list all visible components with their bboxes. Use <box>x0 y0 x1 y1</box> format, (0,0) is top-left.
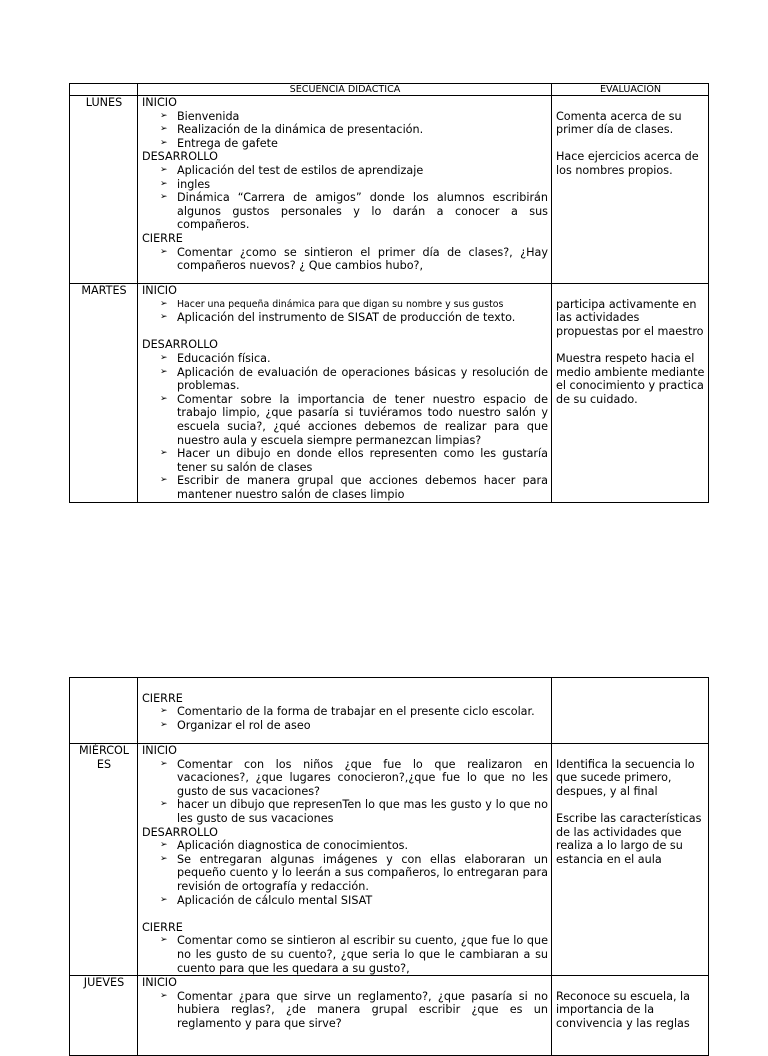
sequence-cell <box>138 96 552 284</box>
section-label: CIERRE <box>142 920 183 934</box>
evaluation-text: Escribe las características de las actividades que realiza a lo largo de su estancia en el aula <box>556 811 702 866</box>
list-item: ➢ Hacer una pequeña dinámica para que digan su nombre y sus gustos <box>160 298 548 312</box>
section-label: CIERRE <box>142 691 183 705</box>
list-item: ➢ Comentar ¿para que sirve un reglamento?, ¿que pasaría si no hubiera reglas?, ¿de manera grupal escribir ¿que es un reglamento y para que sirve? <box>160 990 548 1031</box>
row-lunes <box>70 96 709 284</box>
row-miercoles <box>70 744 709 976</box>
list-item: ➢ Entrega de gafete <box>160 137 548 151</box>
list-item: ➢ Aplicación del test de estilos de aprendizaje <box>160 164 548 178</box>
evaluation-cell <box>552 976 709 1056</box>
list-item: ➢ Se entregaran algunas imágenes y con ellas elaboraran un pequeño cuento y lo leerán a sus compañeros, lo entregaran para revisión de ortografía y redacción. <box>160 853 548 894</box>
section-label: DESARROLLO <box>142 338 218 352</box>
section-label: INICIO <box>142 744 177 757</box>
row-continuation <box>70 678 709 744</box>
evaluation-cell <box>552 284 709 503</box>
list-item: ➢ Aplicación de cálculo mental SISAT <box>160 894 548 908</box>
list-item: ➢ Aplicación del instrumento de SISAT de producción de texto. <box>160 311 548 325</box>
day-cell: MARTES <box>70 284 138 503</box>
section-label: DESARROLLO <box>142 825 218 839</box>
table-header-row <box>70 84 709 96</box>
section-label: INICIO <box>142 976 177 990</box>
list-item: ➢ Realización de la dinámica de presentación. <box>160 123 548 137</box>
list-item: ➢ Aplicación de evaluación de operaciones básicas y resolución de problemas. <box>160 366 548 393</box>
list-item: ➢ hacer un dibujo que represenTen lo que mas les gusto y lo que no les gusto de sus vacaciones <box>160 798 548 825</box>
section-label: DESARROLLO <box>142 150 218 164</box>
list-item: ➢ Escribir de manera grupal que acciones debemos hacer para mantener nuestro salón de clases limpio <box>160 474 548 501</box>
list-item: ➢ Comentar ¿como se sintieron el primer día de clases?, ¿Hay compañeros nuevos? ¿ Que cambios hubo?, <box>160 246 548 273</box>
evaluation-text: Reconoce su escuela, la importancia de la convivencia y las reglas <box>556 989 691 1030</box>
list-item: ➢ Comentar como se sintieron al escribir su cuento, ¿que fue lo que no les gusto de su cuento?, ¿que seria lo que le cambiaran a su cuento para que les quedara a su gusto?, <box>160 934 548 975</box>
evaluation-text: Muestra respeto hacia el medio ambiente mediante el conocimiento y practica de su cuidado. <box>556 351 705 406</box>
row-jueves <box>70 976 709 1056</box>
list-item: ➢ Aplicación diagnostica de conocimientos. <box>160 839 548 853</box>
day-cell: LUNES <box>70 96 138 284</box>
list-item: ➢ Educación física. <box>160 352 548 366</box>
list-item: ➢ Dinámica “Carrera de amigos” donde los alumnos escribirán algunos gustos personales y lo darán a conocer a sus compañeros. <box>160 191 548 232</box>
day-cell: JUEVES <box>70 976 138 1056</box>
sequence-cell <box>138 744 552 976</box>
sequence-cell <box>138 976 552 1056</box>
list-item: ➢ Bienvenida <box>160 110 548 124</box>
list-item: ➢ ingles <box>160 178 548 192</box>
sequence-cell <box>138 678 552 744</box>
list-item: ➢ Comentar con los niños ¿que fue lo que realizaron en vacaciones?, ¿que lugares conocieron?,¿que fue lo que no les gusto de sus vacaciones? <box>160 758 548 799</box>
lesson-plan-table-1 <box>69 83 709 503</box>
day-cell <box>70 678 138 744</box>
section-label: INICIO <box>142 284 177 297</box>
evaluation-text: Hace ejercicios acerca de los nombres propios. <box>556 150 699 177</box>
list-item: ➢ Organizar el rol de aseo <box>160 719 548 733</box>
header-day <box>70 84 138 96</box>
evaluation-cell <box>552 96 709 284</box>
list-item: ➢ Comentario de la forma de trabajar en el presente ciclo escolar. <box>160 705 548 719</box>
evaluation-cell <box>552 678 709 744</box>
evaluation-text: participa activamente en las actividades propuestas por el maestro <box>556 297 704 338</box>
list-item: ➢ Comentar sobre la importancia de tener nuestro espacio de trabajo limpio, ¿que pasaría si tuviéramos todo nuestro salón y escuela sucia?, ¿qué acciones debemos de realizar para que nuestro aula y escuela siempre permanezcan limpias? <box>160 393 548 447</box>
header-evaluation: EVALUACIÓN <box>552 84 709 96</box>
day-cell: MIÉRCOL ES <box>70 744 138 976</box>
list-item: ➢ Hacer un dibujo en donde ellos representen como les gustaría tener su salón de clases <box>160 447 548 474</box>
sequence-cell <box>138 284 552 503</box>
header-sequence: SECUENCIA DIDÁCTICA <box>138 84 552 96</box>
evaluation-text: Identifica la secuencia lo que sucede primero, despues, y al final <box>556 757 695 798</box>
evaluation-text: Comenta acerca de su primer día de clases. <box>556 109 682 137</box>
row-martes <box>70 284 709 503</box>
section-label: INICIO <box>142 96 177 109</box>
section-label: CIERRE <box>142 231 183 245</box>
lesson-plan-table-2 <box>69 677 709 1056</box>
evaluation-cell <box>552 744 709 976</box>
